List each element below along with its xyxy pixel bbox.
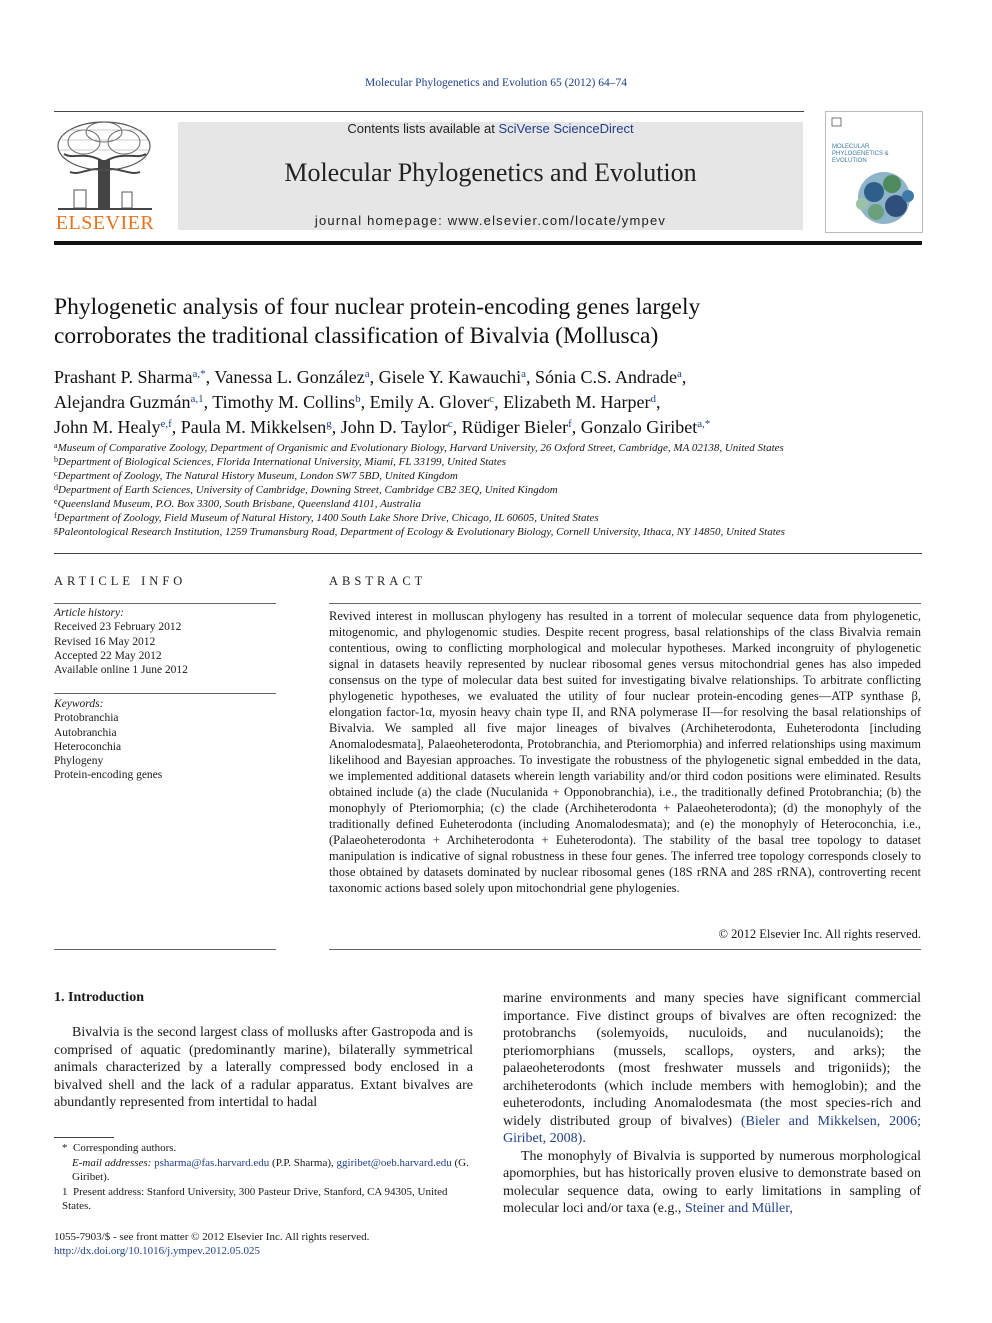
affiliation-key: g [54, 525, 58, 534]
footnotes [54, 1141, 474, 1214]
affiliation-text: Paleontological Research Institution, 1259 Trumansburg Road, Department of Ecology & Evolutionary Biology, Cornell University, Ithaca, NY 14850, United States [58, 526, 785, 538]
info-rule-1 [54, 603, 276, 604]
history-received: Received 23 February 2012 [54, 621, 182, 634]
abstract-text: Revived interest in molluscan phylogeny has resulted in a torrent of molecular sequence data from phylogenetic, mitogenomic, and phylogenomic studies. Despite recent progress, basal relationships of the class Bivalvia remain contentious, owing to conflicting morphological and molecular hypotheses. Marked incongruity of phylogenetic signal in datasets heavily represented by nuclear ribosomal genes versus mitochondrial genes has also impeded consensus on the type of molecular data best suited for investigating bivalve relationships. To arbitrate conflicting phylogenetic hypotheses, we evaluated the utility of four nuclear protein-encoding genes—ATP synthase β, elongation factor-1α, myosin heavy chain type II, and RNA polymerase II—for resolving the basal relationships of Bivalvia. We sampled all five major lineages of bivalves (Archiheterodonta, Euheterodonta [including Anomalodesmata], Palaeoheterodonta, Protobranchia, and Pteriomorphia) and inferred relationships using maximum likelihood and Bayesian approaches. To investigate the robustness of the phylogenetic signal embedded in the data, we implemented additional datasets wherein length variability and/or third codon positions were eliminated. Results obtained include (a) the clade (Nuculanida + Opponobranchia), i.e., the traditionally defined Protobranchia; (b) the monophyly of Pteriomorphia; (c) the clade (Archiheterodonta + Palaeoheterodonta); (d) the monophyly of the traditionally defined Euheterodonta (including Anomalodesmata); and (e) the monophyly of Heteroconchia, i.e., (Palaeoheterodonta + Archiheterodonta + Euheterodonta). The stability of the basal tree topology to dataset manipulation is indicative of signal robustness in these four genes. The inferred tree topology corresponds closely to those obtained by datasets dominated by nuclear ribosomal genes (18S rRNA and 28S rRNA), controverting recent taxonomic actions based solely upon mitochondrial gene phylogenies. [329, 609, 921, 895]
intro-left-paragraph: Bivalvia is the second largest class of mollusks after Gastropoda and is comprised of aquatic (predominantly marine), bilaterally symmetrical animals characterized by a laterally compressed body enclosed in a bivalved shell and the lack of a radular apparatus. Extant bivalves are abundantly represented from intertidal to hadal [54, 1025, 473, 1110]
author-affil-sup[interactable]: a,* [697, 418, 711, 430]
abstract-rule [329, 603, 921, 604]
author-affil-sup[interactable]: a,* [192, 368, 206, 380]
affiliation-key: a [54, 441, 58, 450]
keywords-label: Keywords: [54, 698, 104, 710]
author-sep: , [171, 417, 181, 437]
present-text: Present address: Stanford University, 300 Pasteur Drive, Stanford, CA 94305, United States. [62, 1185, 448, 1212]
journal-title: Molecular Phylogenetics and Evolution [284, 158, 697, 187]
header-rule [54, 111, 804, 112]
corr-label: Corresponding authors. [73, 1142, 177, 1154]
header-thick-rule [54, 241, 922, 245]
author-name: Elizabeth M. Harper [503, 392, 651, 412]
author-sep: , [494, 392, 504, 412]
journal-cover-thumbnail [825, 111, 923, 233]
affiliation-text: Queensland Museum, P.O. Box 3300, South Brisbane, Queensland 4101, Australia [57, 498, 422, 510]
citation-steiner-muller[interactable]: Steiner and Müller, [684, 1201, 793, 1216]
footnote-emails [54, 1156, 474, 1185]
author-line-3 [54, 413, 934, 438]
keyword: Protobranchia [54, 712, 119, 725]
present-mark: 1 [62, 1185, 68, 1198]
author-affil-sup[interactable]: g [326, 418, 332, 430]
abstract-copyright: © 2012 Elsevier Inc. All rights reserved. [718, 927, 921, 941]
intro-right-p1-text: marine environments and many species have significant commercial importance. Five distinct groups of bivalves are often recognized: the protobranchs (solemyoids, nuculoids, and nuculanoids); the pteriomorphians (mussels, scallops, oysters, and arks); the palaeoheterodonts (most freshwater mussels and trigoniids); the archiheterodonts (which include members with hemoglobin); and the euheterodonts, including Anomalodesmata (the most species-rich and widely distributed group of bivalves) [503, 991, 921, 1129]
author-list [54, 363, 934, 438]
author-affil-sup[interactable]: c [447, 418, 453, 430]
affiliation [54, 523, 934, 539]
author-affil-sup[interactable]: b [355, 393, 361, 405]
affiliation-text: Museum of Comparative Zoology, Department of Organismic and Evolutionary Biology, Harvard University, 26 Oxford Street, Cambridge, MA 02138, United States [57, 442, 784, 454]
author-name: John M. Healy [54, 417, 161, 437]
author-affil-sup[interactable]: c [489, 393, 495, 405]
author-name: Rüdiger Bieler [461, 417, 569, 437]
author-affil-sup[interactable]: a [364, 368, 370, 380]
author-name: Vanessa L. González [214, 367, 365, 387]
doi-link[interactable]: http://dx.doi.org/10.1016/j.ympev.2012.05.025 [54, 1245, 260, 1257]
author-sep: , [331, 417, 341, 437]
author-name: Sónia C.S. Andrade [535, 367, 678, 387]
history-label: Article history: [54, 607, 124, 619]
title-line-1: Phylogenetic analysis of four nuclear protein-encoding genes largely [54, 294, 701, 320]
contents-prefix: Contents lists available at [347, 121, 499, 136]
author-name: Gonzalo Giribet [580, 417, 698, 437]
author-name: Emily A. Glover [369, 392, 490, 412]
affiliation-rule [54, 553, 922, 554]
author-name: John D. Taylor [340, 417, 448, 437]
author-line-2 [54, 388, 934, 413]
intro-right-paragraph-2 [503, 1148, 921, 1218]
author-affil-sup[interactable]: a,1 [190, 393, 204, 405]
author-sep: , [681, 367, 687, 387]
intro-right-paragraph-1 [503, 990, 921, 1148]
author-affil-sup[interactable]: a [521, 368, 527, 380]
affiliation-text: Department of Biological Sciences, Florida International University, Miami, FL 33199, United States [58, 456, 506, 468]
author-sep: , [571, 417, 581, 437]
publisher-name: ELSEVIER [55, 212, 155, 234]
author-affil-sup[interactable]: d [650, 393, 656, 405]
author-affil-sup[interactable]: e,f [160, 418, 172, 430]
history-revised: Revised 16 May 2012 [54, 635, 156, 648]
journal-homepage[interactable]: journal homepage: www.elsevier.com/locate/ympev [314, 213, 667, 228]
affiliation-text: Department of Zoology, The Natural History Museum, London SW7 5BD, United Kingdom [57, 470, 458, 482]
author-name: Prashant P. Sharma [54, 367, 193, 387]
affiliation-key: c [54, 469, 58, 478]
journal-citation: Molecular Phylogenetics and Evolution 65 (2012) 64–74 [365, 77, 627, 89]
article-history [54, 606, 276, 677]
title-line-2: corroborates the traditional classification of Bivalvia (Mollusca) [54, 323, 659, 349]
author-sep: , [656, 392, 661, 412]
author-sep: , [205, 367, 215, 387]
affiliation-key: b [54, 455, 58, 464]
affiliation-key: f [54, 511, 57, 520]
abstract-bottom-rule [329, 949, 921, 950]
affiliation-key: e [54, 497, 58, 506]
keyword: Phylogeny [54, 755, 104, 768]
author-sep: , [452, 417, 462, 437]
author-line-1 [54, 363, 934, 388]
author-sep: , [526, 367, 536, 387]
author-sep: , [203, 392, 213, 412]
abstract-heading: ABSTRACT [329, 574, 427, 588]
author-name: Paula M. Mikkelsen [180, 417, 327, 437]
footnote-corresponding [54, 1141, 474, 1156]
author-sep: , [360, 392, 370, 412]
contents-line [178, 121, 803, 136]
author-name: Gisele Y. Kawauchi [378, 367, 522, 387]
affiliation-key: d [54, 483, 58, 492]
author-name: Timothy M. Collins [212, 392, 356, 412]
intro-right-column [503, 990, 921, 1218]
keyword: Autobranchia [54, 726, 117, 739]
info-rule-2 [54, 693, 276, 694]
email-label: E-mail addresses: [72, 1156, 152, 1169]
email1-who: (P.P. Sharma), [269, 1156, 337, 1169]
citation-bieler-giribet[interactable]: (Bieler and Mikkelsen, 2006; Giribet, 2008) [503, 1113, 922, 1146]
cover-title: MOLECULAR PHYLOGENETICS & EVOLUTION [832, 144, 889, 164]
email-giribet-link[interactable]: ggiribet@oeb.harvard.edu [336, 1156, 452, 1169]
sciencedirect-link[interactable]: SciVerse ScienceDirect [498, 121, 634, 136]
email-sharma-link[interactable]: psharma@fas.harvard.edu [154, 1156, 270, 1169]
info-rule-3 [54, 949, 276, 950]
author-affil-sup[interactable]: a [677, 368, 682, 380]
affiliation-text: Department of Zoology, Field Museum of Natural History, 1400 South Lake Shore Drive, Chicago, IL 60605, United States [56, 512, 599, 524]
affiliation-text: Department of Earth Sciences, University of Cambridge, Downing Street, Cambridge CB2 3EQ, United Kingdom [58, 484, 558, 496]
author-name: Alejandra Guzmán [54, 392, 191, 412]
keyword: Heteroconchia [54, 740, 122, 753]
author-affil-sup[interactable]: f [568, 418, 572, 430]
email2-who: (G. Giribet). [72, 1156, 469, 1183]
keywords [54, 697, 276, 783]
issn-line: 1055-7903/$ - see front matter © 2012 Elsevier Inc. All rights reserved. [54, 1231, 370, 1243]
footnote-present-address [54, 1185, 474, 1214]
article-title [54, 293, 934, 351]
author-sep: , [369, 367, 379, 387]
keyword: Protein-encoding genes [54, 769, 163, 782]
footnote-rule [54, 1137, 114, 1138]
article-info-heading: ARTICLE INFO [54, 574, 187, 588]
intro-right-p1-end: . [582, 1131, 586, 1146]
intro-right-p2-text: The monophyly of Bivalvia is supported by numerous morphological apomorphies, but has historically proven elusive to demonstrate based on molecular sequence data, owing to early limitations in sampling of molecular loci and/or taxa (e.g., [503, 1148, 921, 1216]
introduction-heading: 1. Introduction [54, 990, 144, 1005]
history-online: Available online 1 June 2012 [54, 664, 188, 677]
history-accepted: Accepted 22 May 2012 [54, 649, 162, 662]
corr-mark: * [62, 1142, 68, 1154]
